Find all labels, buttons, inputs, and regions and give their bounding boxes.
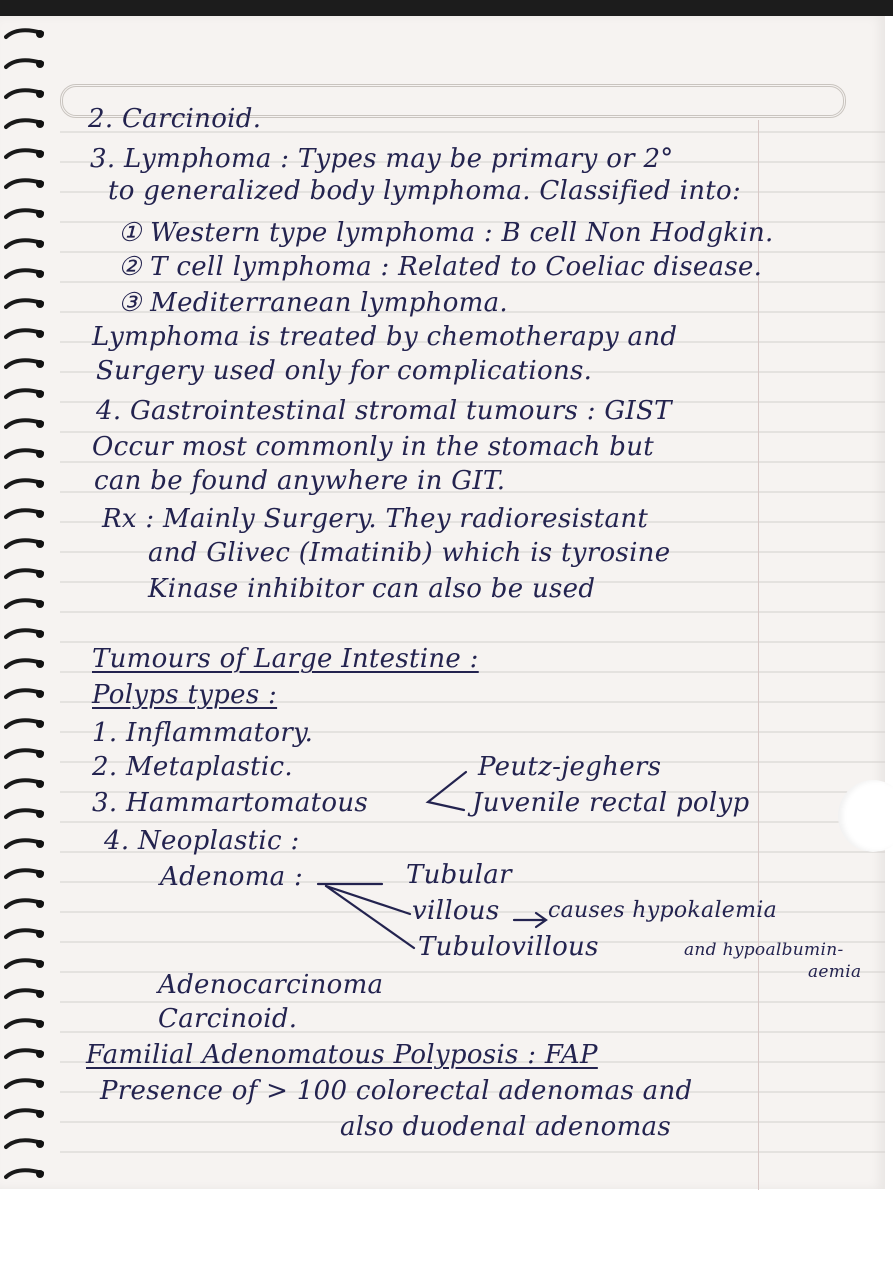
spiral-ring <box>4 1048 46 1061</box>
spiral-ring <box>4 1018 46 1031</box>
spiral-ring <box>4 628 46 641</box>
spiral-ring <box>4 1078 46 1091</box>
polyp-type: 3. Hammartomatous <box>92 788 369 818</box>
note-line: 2. Carcinoid. <box>88 104 262 134</box>
spiral-ring <box>4 478 46 491</box>
section-heading-large-intestine: Tumours of Large Intestine : <box>92 644 479 674</box>
note-line: ③ Mediterranean lymphoma. <box>118 288 508 318</box>
spiral-ring <box>4 928 46 941</box>
note-line: to generalized body lymphoma. Classified into: <box>108 176 742 206</box>
hamartomatous-type: Juvenile rectal polyp <box>472 788 750 818</box>
fap-line: Presence of > 100 colorectal adenomas and <box>100 1076 693 1106</box>
spiral-ring <box>4 598 46 611</box>
spiral-ring <box>4 418 46 431</box>
villous-effect-end: aemia <box>808 962 862 982</box>
spiral-ring <box>4 178 46 191</box>
note-line: Rx : Mainly Surgery. They radioresistant <box>102 504 649 534</box>
section-heading-fap: Familial Adenomatous Polyposis : FAP <box>86 1040 598 1070</box>
spiral-ring <box>4 718 46 731</box>
note-line: ① Western type lymphoma : B cell Non Hodgkin. <box>118 218 774 248</box>
spiral-ring <box>4 658 46 671</box>
note-line: 4. Gastrointestinal stromal tumours : GIST <box>96 396 672 426</box>
spiral-ring <box>4 898 46 911</box>
hamartomatous-type: Peutz-jeghers <box>478 752 662 782</box>
spiral-ring <box>4 1138 46 1151</box>
note-line: Kinase inhibitor can also be used <box>148 574 596 604</box>
polyp-type: 2. Metaplastic. <box>92 752 293 782</box>
spiral-ring <box>4 388 46 401</box>
adenoma-label: Adenoma : <box>160 862 304 892</box>
fap-line: also duodenal adenomas <box>340 1112 672 1142</box>
spiral-ring <box>4 748 46 761</box>
spiral-ring <box>4 88 46 101</box>
spiral-ring <box>4 268 46 281</box>
spiral-ring <box>4 838 46 851</box>
spiral-ring <box>4 508 46 521</box>
spiral-ring <box>4 568 46 581</box>
spiral-ring <box>4 958 46 971</box>
note-line: ② T cell lymphoma : Related to Coeliac disease. <box>118 252 763 282</box>
spiral-ring <box>4 148 46 161</box>
polyp-type: 4. Neoplastic : <box>104 826 300 856</box>
spiral-ring <box>4 868 46 881</box>
spiral-ring <box>4 988 46 1001</box>
adenoma-type: Tubulovillous <box>418 932 599 962</box>
adenoma-type: villous <box>412 896 500 926</box>
villous-effect: causes hypokalemia <box>548 898 778 923</box>
spiral-ring <box>4 328 46 341</box>
spiral-ring <box>4 208 46 221</box>
note-line: Lymphoma is treated by chemotherapy and <box>92 322 678 352</box>
note-line: Surgery used only for complications. <box>96 356 593 386</box>
spiral-ring <box>4 28 46 41</box>
scan-top-edge <box>0 0 893 16</box>
spiral-ring <box>4 688 46 701</box>
other-tumour: Carcinoid. <box>158 1004 298 1034</box>
spiral-ring <box>4 538 46 551</box>
spiral-ring <box>4 808 46 821</box>
villous-effect-cont: and hypoalbumin- <box>684 940 844 960</box>
adenoma-type: Tubular <box>406 860 512 890</box>
other-tumour: Adenocarcinoma <box>158 970 384 1000</box>
spiral-ring <box>4 1108 46 1121</box>
note-line: 3. Lymphoma : Types may be primary or 2° <box>90 144 674 174</box>
spiral-ring <box>4 298 46 311</box>
note-line: and Glivec (Imatinib) which is tyrosine <box>148 538 671 568</box>
polyp-type: 1. Inflammatory. <box>92 718 314 748</box>
polyps-subheading: Polyps types : <box>92 680 278 710</box>
note-line: Occur most commonly in the stomach but <box>92 432 655 462</box>
note-line: can be found anywhere in GIT. <box>94 466 506 496</box>
spiral-ring <box>4 1168 46 1181</box>
spiral-ring <box>4 778 46 791</box>
spiral-ring <box>4 358 46 371</box>
spiral-ring <box>4 118 46 131</box>
spiral-ring <box>4 448 46 461</box>
spiral-ring <box>4 58 46 71</box>
spiral-ring <box>4 238 46 251</box>
